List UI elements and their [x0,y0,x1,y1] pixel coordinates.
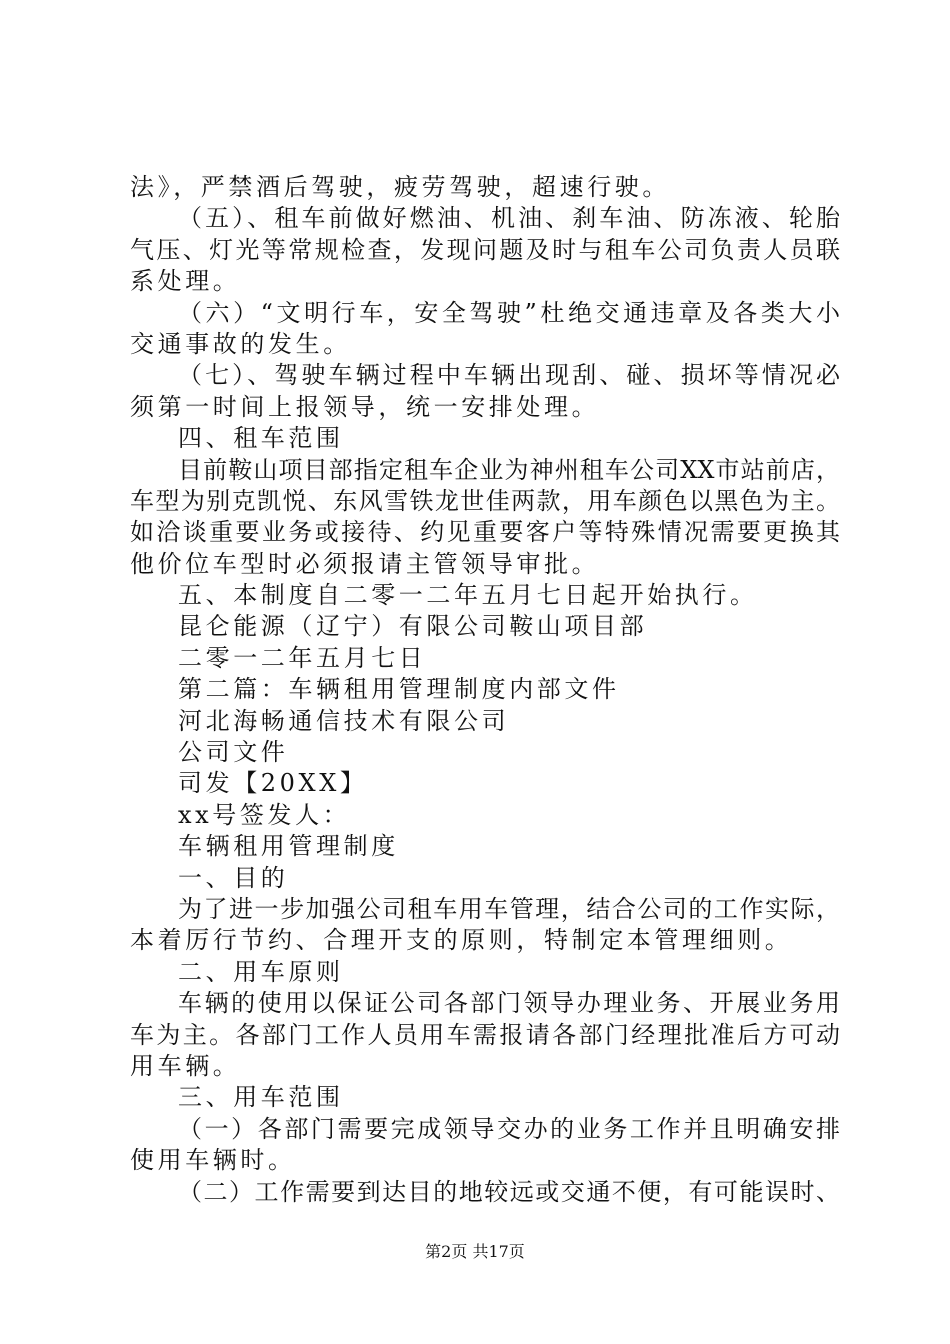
section-heading: 一、目的 [178,863,289,892]
text-line: 目前鞍山项目部指定租车企业为神州租车公司XX市站前店， [178,455,840,484]
text-line: （七）、驾驶车辆过程中车辆出现刮、碰、损坏等情况必 [178,361,840,390]
document-number: 司发【20XX】 [178,769,368,798]
text-line: 公司文件 [178,738,289,767]
section-heading: 三、用车范围 [178,1083,344,1112]
document-date: 二零一二年五月七日 [178,643,427,672]
section-heading: 二、用车原则 [178,957,344,986]
organization-name: 昆仑能源（辽宁）有限公司鞍山项目部 [178,612,648,641]
text-line: 气压、灯光等常规检查，发现问题及时与租车公司负责人员联 [130,235,840,264]
issuer-line: xx号签发人： [178,800,351,829]
text-line: 五、本制度自二零一二年五月七日起开始执行。 [178,581,758,610]
text-line: （一）各部门需要完成领导交办的业务工作并且明确安排 [178,1114,840,1143]
text-line: 须第一时间上报领导，统一安排处理。 [130,392,600,421]
text-line: 车型为别克凯悦、东风雪铁龙世佳两款，用车颜色以黑色为主。 [130,486,840,515]
text-line: 为了进一步加强公司租车用车管理，结合公司的工作实际， [178,894,840,923]
chapter-title: 第二篇：车辆租用管理制度内部文件 [178,675,620,704]
text-line: 使用车辆时。 [130,1146,296,1175]
text-line: 本着厉行节约、合理开支的原则，特制定本管理细则。 [130,926,793,955]
text-line: 他价位车型时必须报请主管领导审批。 [130,549,600,578]
page-footer: 第2页 共17页 [425,1242,525,1261]
text-line: （五）、租车前做好燃油、机油、刹车油、防冻液、轮胎 [178,204,840,233]
text-line: 车辆的使用以保证公司各部门领导办理业务、开展业务用 [178,989,840,1018]
text-line: 如洽谈重要业务或接待、约见重要客户等特殊情况需要更换其 [130,518,840,547]
text-line: 车为主。各部门工作人员用车需报请各部门经理批准后方可动 [130,1020,840,1049]
document-body [130,172,840,1208]
text-line: 交通事故的发生。 [130,329,351,358]
text-line: （二）工作需要到达目的地较远或交通不便，有可能误时、 [178,1177,840,1206]
text-line: 用车辆。 [130,1051,241,1080]
company-name: 河北海畅通信技术有限公司 [178,706,510,735]
section-heading: 四、租车范围 [178,424,344,453]
text-line: （六）“文明行车，安全驾驶”杜绝交通违章及各类大小 [178,298,840,327]
document-title: 车辆租用管理制度 [178,832,399,861]
text-line: 系处理。 [130,267,241,296]
text-line: 法》，严禁酒后驾驶，疲劳驾驶，超速行驶。 [130,173,670,201]
